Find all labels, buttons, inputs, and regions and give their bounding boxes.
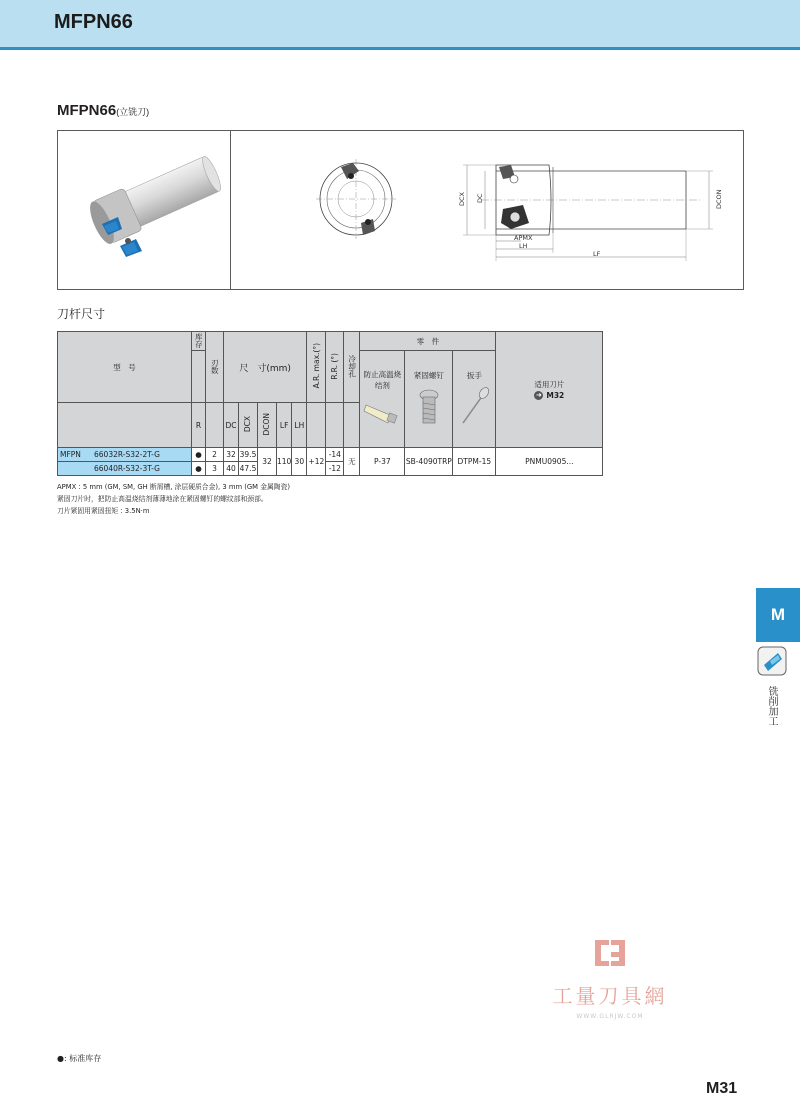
- watermark: [535, 938, 685, 1020]
- cell-dcon: 32: [258, 448, 277, 476]
- cell-dc: 40: [224, 462, 239, 476]
- cell-lh: 30: [292, 448, 307, 476]
- header-screw: 紧固螺钉: [405, 351, 453, 448]
- dim-label-dcon: DCON: [715, 189, 723, 209]
- header-coolant-bottom: [344, 403, 360, 448]
- cell-coolant: 无: [344, 448, 360, 476]
- header-stock: 库存: [192, 332, 206, 351]
- header-flutes-bottom: [206, 403, 224, 448]
- table-row-model: [58, 448, 192, 462]
- cell-antiseize: P-37: [360, 448, 405, 476]
- page-number: M31: [706, 1080, 738, 1097]
- product-name: MFPN66: [57, 102, 117, 119]
- header-parts: 零 件: [360, 332, 496, 351]
- insert-label: 适用刀片: [534, 380, 565, 389]
- product-title: [57, 102, 149, 119]
- cell-dcx: 47.5: [239, 462, 258, 476]
- milling-icon: [756, 645, 788, 677]
- header-bar: [0, 0, 800, 50]
- header-ar-bottom: [307, 403, 326, 448]
- header-dcx: DCX: [239, 403, 258, 448]
- screw-icon: [414, 389, 444, 427]
- header-ar: A.R. max.(°): [307, 332, 326, 403]
- section-title: 刀杆尺寸: [57, 307, 106, 321]
- model-series: MFPN: [60, 450, 81, 459]
- side-tab-m[interactable]: M: [756, 588, 800, 642]
- table-row-model: [58, 462, 192, 476]
- footnotes: [57, 481, 290, 517]
- cell-dc: 32: [224, 448, 239, 462]
- tool-diagram-frame: [57, 130, 744, 290]
- insert-ref[interactable]: ➜ M32: [535, 391, 565, 400]
- header-flutes: 刃数: [206, 332, 224, 403]
- footnote: APMX : 5 mm (GM, SM, GH 断屑槽, 涂层硬质合金), 3 mm (GM 金属陶瓷): [57, 483, 291, 491]
- footnote: 刀片紧固用紧固扭矩 : 3.5N·m: [57, 507, 150, 515]
- wrench-icon: [457, 387, 491, 427]
- cell-stock: ●: [192, 448, 206, 462]
- arrow-right-icon: ➜: [535, 391, 542, 399]
- tool-technical-drawing: [231, 131, 743, 289]
- header-insert: [496, 332, 603, 448]
- dim-label-dcx: DCX: [458, 192, 466, 206]
- header-lf: LF: [277, 403, 292, 448]
- header-dims: 尺 寸(mm): [224, 332, 307, 403]
- header-rr: R.R. (°): [326, 332, 344, 403]
- header-model: 型 号: [58, 332, 192, 403]
- cell-lf: 110: [277, 448, 292, 476]
- watermark-text: 工量刀具網: [552, 984, 668, 1008]
- header-dcon: DCON: [258, 403, 277, 448]
- dim-label-dc: DC: [476, 193, 484, 203]
- cell-flutes: 2: [206, 448, 224, 462]
- cell-rr: -14: [326, 448, 344, 462]
- side-label: 铣削加工: [766, 686, 777, 726]
- model-code: 66040R-S32-3T-G: [94, 464, 160, 473]
- cell-rr: -12: [326, 462, 344, 476]
- dim-label-apmx: APMX: [514, 234, 533, 242]
- cell-flutes: 3: [206, 462, 224, 476]
- cell-ar: +12: [307, 448, 326, 476]
- cell-screw: SB-4090TRP: [405, 448, 453, 476]
- antiseize-tube-icon: [362, 397, 402, 427]
- header-stock-fill: [192, 351, 206, 403]
- watermark-logo: [593, 938, 627, 968]
- dim-label-lh: LH: [519, 242, 528, 250]
- cell-dcx: 39.5: [239, 448, 258, 462]
- header-dc: DC: [224, 403, 239, 448]
- header-model-bottom: [58, 403, 192, 448]
- model-code: 66032R-S32-2T-G: [94, 450, 160, 459]
- header-r: R: [192, 403, 206, 448]
- cell-wrench: DTPM-15: [453, 448, 496, 476]
- product-subtitle: (立铣刀): [116, 107, 150, 117]
- cell-stock: ●: [192, 462, 206, 476]
- watermark-url: WWW.GLRJW.COM: [576, 1013, 644, 1020]
- page-header-title: MFPN66: [54, 11, 133, 33]
- header-wrench: 扳手: [453, 351, 496, 448]
- header-coolant: 冷却孔: [344, 332, 360, 403]
- stock-legend: ●: 标准库存: [57, 1054, 102, 1063]
- dim-label-lf: LF: [593, 250, 601, 258]
- header-lh: LH: [292, 403, 307, 448]
- spec-table: [57, 331, 603, 476]
- cell-insert: PNMU0905...: [496, 448, 603, 476]
- header-antiseize: 防止高温烧结剂: [360, 351, 405, 448]
- tool-photo: [58, 131, 230, 289]
- header-rr-bottom: [326, 403, 344, 448]
- footnote: 紧固刀片时，把防止高温烧结剂薄薄地涂在紧固螺钉的螺纹部和颈部。: [57, 495, 268, 503]
